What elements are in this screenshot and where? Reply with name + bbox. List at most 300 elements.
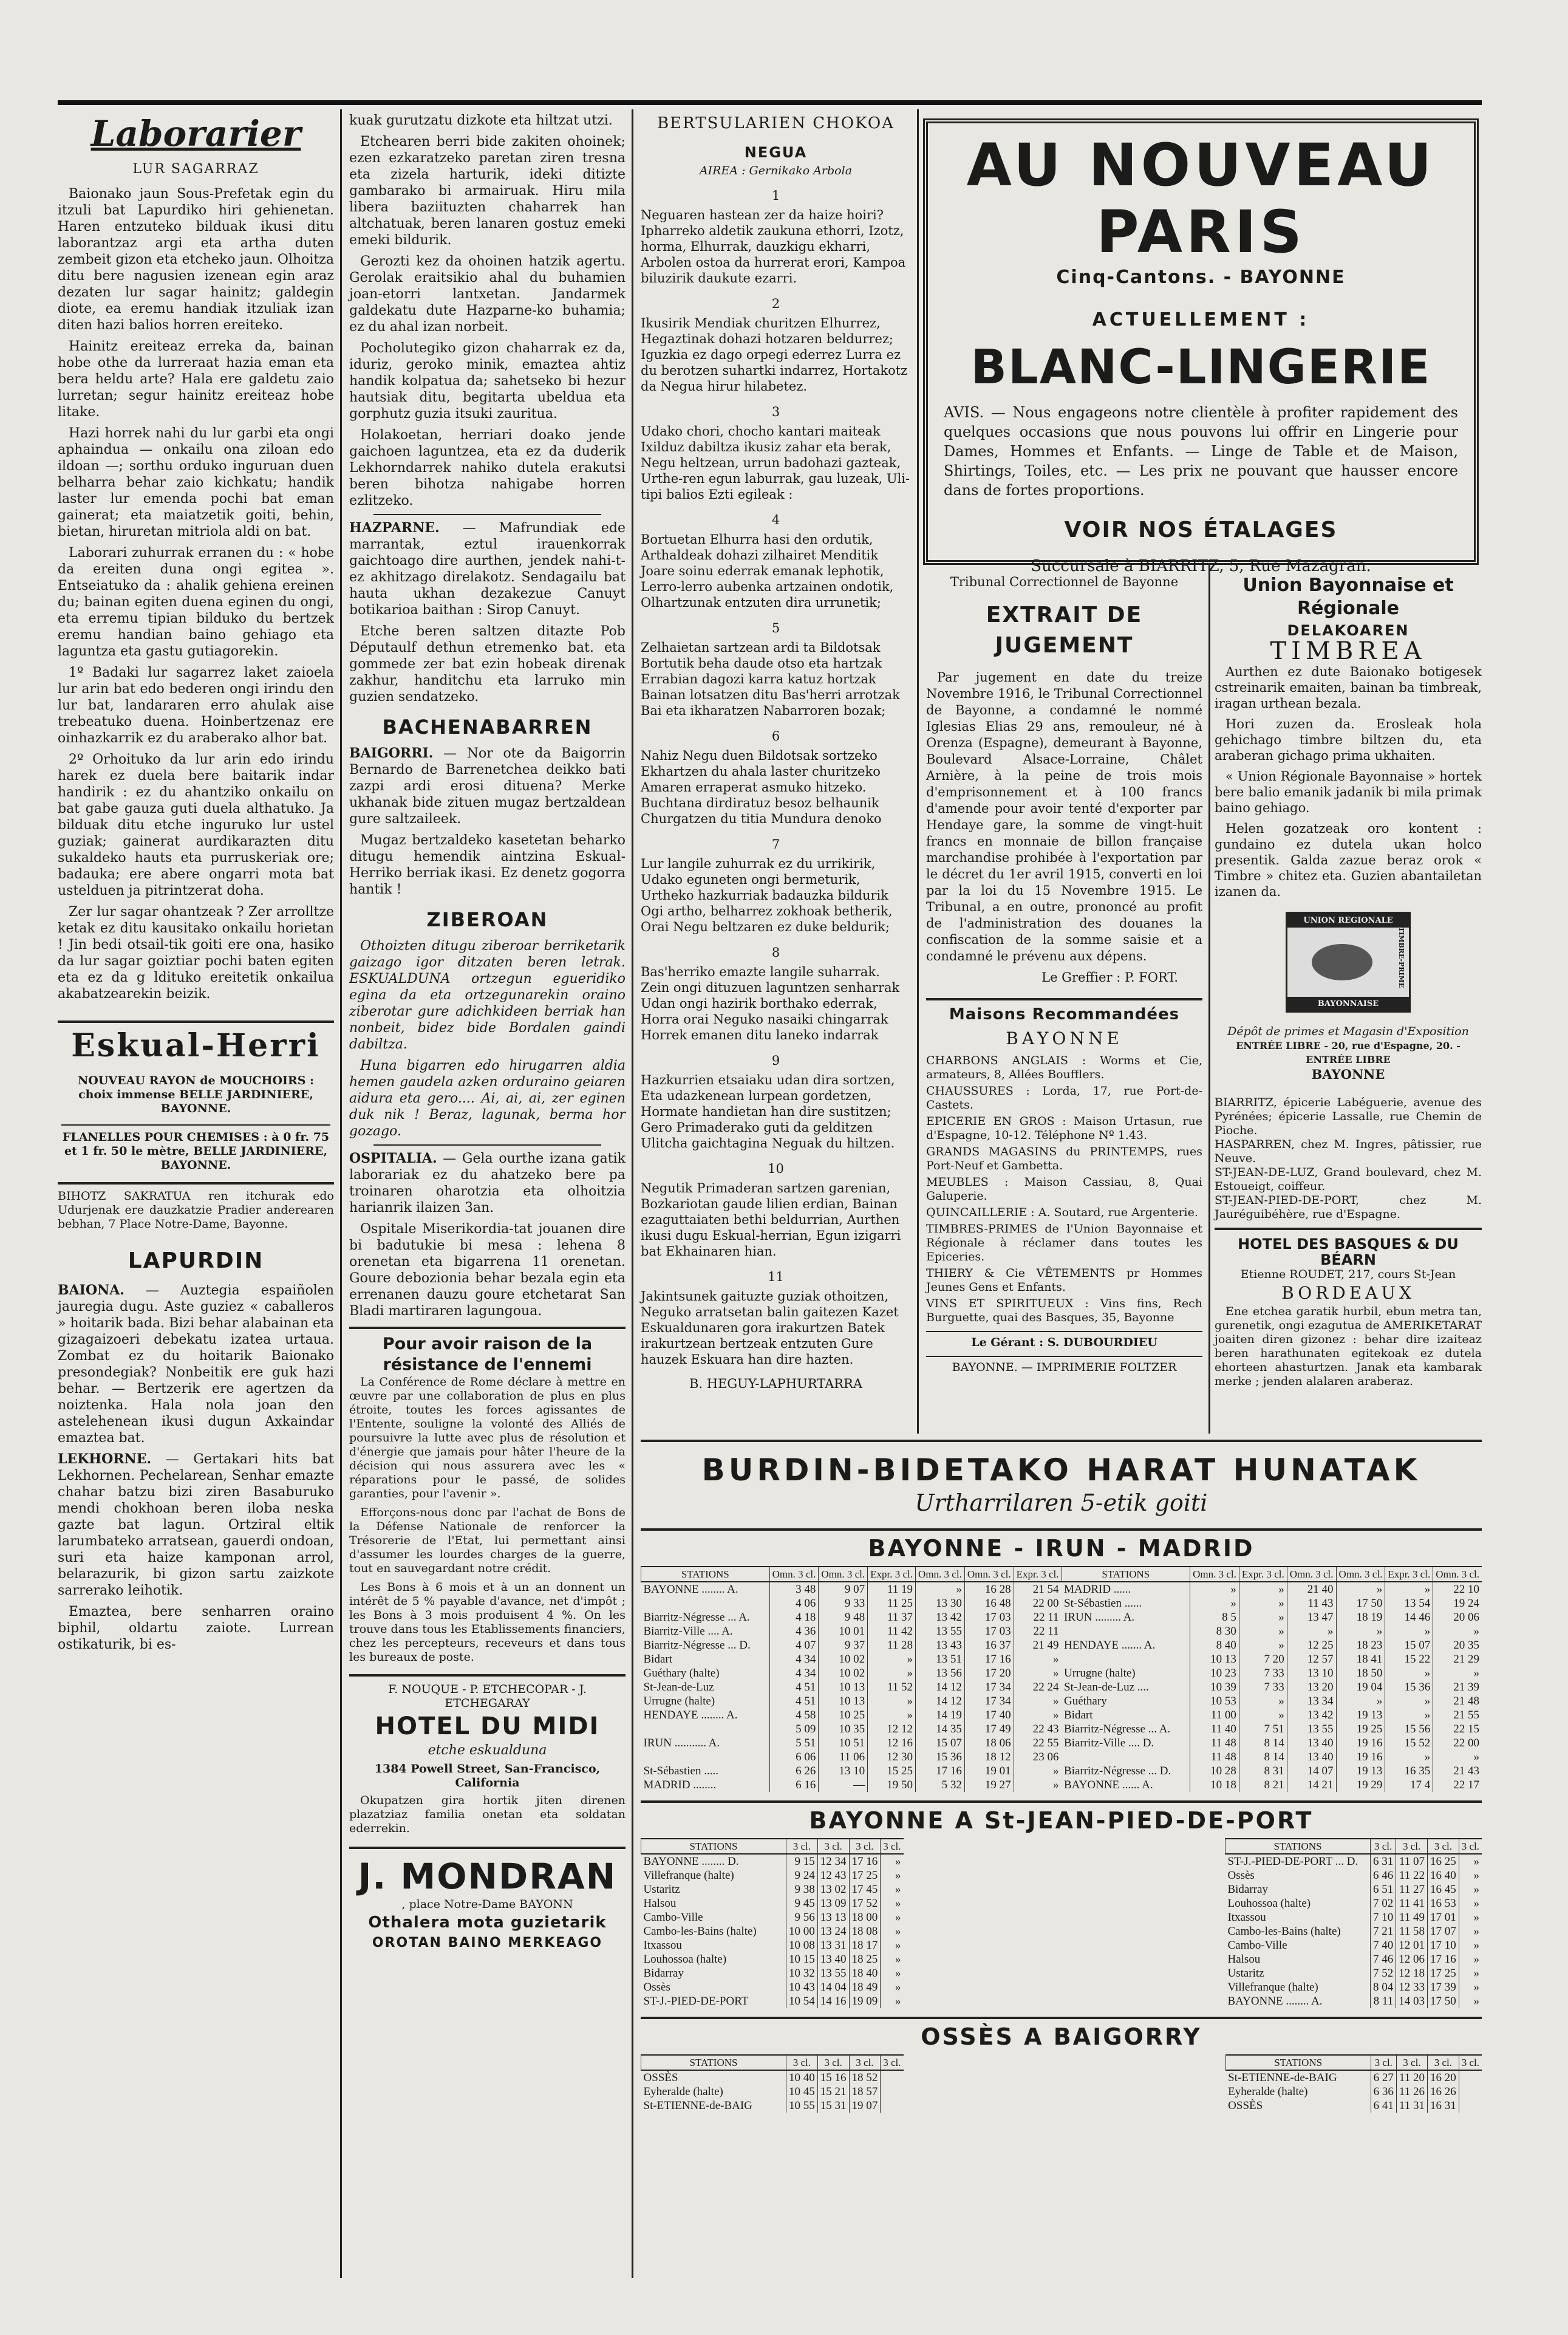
train-time: 22 11 [1014, 1610, 1061, 1624]
timetable-row [1062, 1708, 1482, 1722]
train-time: 7 40 [1370, 1938, 1396, 1952]
train-time: 13 40 [1287, 1736, 1336, 1750]
train-time: » [1014, 1652, 1061, 1666]
train-time: 7 21 [1370, 1924, 1396, 1938]
timetable-row [641, 1596, 1062, 1610]
stamp-bottom: BAYONNAISE [1287, 997, 1409, 1011]
train-time: 16 37 [964, 1638, 1014, 1652]
timetable-header: 3 cl. [817, 1839, 849, 1854]
train-time [881, 2085, 904, 2099]
train-time: 12 12 [868, 1722, 916, 1736]
train-time: 17 34 [964, 1694, 1014, 1708]
train-time: 17 10 [1427, 1938, 1459, 1952]
blanc-lingerie: BLANC-LINGERIE [970, 340, 1431, 395]
maison-item: QUINCAILLERIE : A. Soutard, rue Argenterie. [926, 1206, 1198, 1219]
laborarier-title: Laborarier [90, 113, 301, 154]
timetable-row [1225, 1868, 1482, 1882]
train-time: 9 37 [819, 1638, 868, 1652]
train-time: 14 04 [817, 1980, 849, 1994]
stanzas [641, 188, 911, 1367]
train-time: 10 02 [819, 1652, 868, 1666]
train-time: » [1459, 1952, 1482, 1966]
station-name: Urrugne (halte) [1064, 1666, 1136, 1680]
column-rule [340, 109, 342, 2278]
stanza: Bortuetan Elhurra hasi den ordutik, Arthaldeak dohazi zilhairet Menditik Joare soinu ederrak emanak lephotik, Lerro-lerro aubenka artzainen ondotik, Olhartzunak entzuten dira urrunetik; [641, 532, 894, 610]
actuellement: ACTUELLEMENT : [1092, 309, 1310, 330]
stanza-number: 2 [771, 296, 780, 311]
train-time: 19 16 [1336, 1750, 1385, 1764]
train-time: 7 10 [1370, 1910, 1396, 1924]
trains-sub: Urtharrilaren 5-etik goiti [915, 1489, 1208, 1516]
stanza: Lur langile zuhurrak ez du urrikirik, Udako eguneten ongi bermeturik, Urtheko hazkurriak badauzka bildurik Ogi artho, belharrez zokhoak betherik, Orai Negu beltzaren ez duke beldurik; [641, 856, 893, 934]
baigorri-head: BAIGORRI. [349, 745, 434, 761]
train-section [641, 1440, 1482, 2113]
station-name: Bidarray [1227, 1882, 1268, 1896]
timetable-row [641, 1666, 1062, 1680]
station-name: Ustaritz [1227, 1966, 1264, 1980]
stanza-number: 6 [771, 729, 780, 744]
train-time: 17 03 [964, 1624, 1014, 1638]
train-time: 17 16 [849, 1854, 881, 1868]
train-time: » [1459, 1980, 1482, 1994]
train-time: » [1239, 1708, 1287, 1722]
timetable-row [1225, 1882, 1482, 1896]
station-name: Bidart [643, 1652, 672, 1666]
timetable-row [641, 1764, 1062, 1778]
train-time: » [1014, 1694, 1061, 1708]
station-name: St-Sébastien ...... [1064, 1596, 1142, 1610]
train-time: 11 49 [1396, 1910, 1428, 1924]
train-time: 13 30 [916, 1596, 965, 1610]
maison-item: GRANDS MAGASINS du PRINTEMPS, rues Port-Neuf et Gambetta. [926, 1145, 1202, 1172]
timetable-row [641, 1680, 1062, 1694]
train-time: 4 58 [769, 1708, 819, 1722]
timetable-header: 3 cl. [817, 2055, 849, 2070]
train-time: » [1385, 1666, 1433, 1680]
train-time: » [881, 1910, 904, 1924]
train-time: 7 33 [1239, 1680, 1287, 1694]
train-time: » [1385, 1624, 1433, 1638]
train-time: 7 51 [1239, 1722, 1287, 1736]
timbrea: TIMBREA [1270, 637, 1427, 665]
train-time: 11 20 [1396, 2070, 1427, 2085]
station-name: BAYONNE ........ A. [1227, 1994, 1323, 2008]
station-name: Louhossoa (halte) [643, 1952, 727, 1966]
timetable-row [1062, 1582, 1482, 1596]
train-time: 13 40 [817, 1952, 849, 1966]
succursale: Succursale à BIARRITZ, 5, Rue Mazagran. [1031, 557, 1371, 575]
hotel-midi-ad [349, 1677, 625, 1849]
timetable-row [1225, 1994, 1482, 2008]
bachenabarren-title: BACHENABARREN [382, 716, 593, 739]
train-time: 16 45 [1427, 1882, 1459, 1896]
timetable-row [1062, 1680, 1482, 1694]
train-time: 10 13 [819, 1694, 868, 1708]
timetable-row [641, 1778, 1062, 1792]
eskual-herri-ad [58, 1020, 334, 1176]
timetable-row [1225, 1952, 1482, 1966]
hazparne-head: HAZPARNE. [349, 520, 440, 536]
resistance-notice [349, 1327, 625, 1677]
timetable-row [1225, 1854, 1482, 1868]
train-time: 22 15 [1433, 1722, 1482, 1736]
station-name: ST-J.-PIED-DE-PORT ... D. [1227, 1855, 1358, 1868]
column-rule [632, 109, 633, 2278]
train-time: 11 06 [819, 1750, 868, 1764]
train-time: 14 12 [916, 1680, 965, 1694]
train-time: 11 27 [1396, 1882, 1428, 1896]
train-time: 6 51 [1370, 1882, 1396, 1896]
train-time: 11 07 [1396, 1854, 1428, 1868]
train-time: 11 48 [1190, 1736, 1239, 1750]
stamp-emblem [1312, 944, 1372, 980]
train-time: 13 43 [916, 1638, 965, 1652]
station-name: Guéthary [1064, 1694, 1107, 1708]
train-time: » [1287, 1624, 1336, 1638]
timetable-row [1062, 1778, 1482, 1792]
train-time: 10 00 [786, 1924, 818, 1938]
stamp-side: TIMBRE-PRIME [1397, 927, 1405, 988]
train-time: » [1190, 1582, 1239, 1596]
train-time: 19 25 [1336, 1722, 1385, 1736]
paragraph: Hainitz ereiteaz erreka da, bainan hobe othe da lurreraat hazia eman eta bera heldu arte? Hala ere galdetu zaio lurretan; segur hainitz ereiteaz hobe litake. [58, 339, 334, 420]
train-time: 4 06 [769, 1596, 819, 1610]
union-title: Union Bayonnaise et Régionale [1242, 575, 1454, 619]
train-time: — [819, 1778, 868, 1792]
paragraph: Ene etchea garatik hurbil, ebun metra tan, gurenetik, ongi ezagutua de AMERIKETARAT joaiten diren gizonez : behar dire izaiteaz beren harathunaten egitekoak ez dutela ehorteen ahasturtzen. Janak eta kambarak merke ; jenden alalaren araberaz. [1215, 1305, 1482, 1388]
train-time: 10 40 [786, 2070, 818, 2085]
mondran-line: Othalera mota guzietarik [368, 1913, 607, 1932]
train-time: 10 39 [1190, 1680, 1239, 1694]
train-time: 11 40 [1190, 1722, 1239, 1736]
timetable-header: 3 cl. [1370, 1839, 1396, 1854]
timetable [1225, 2054, 1482, 2113]
train-time: 21 40 [1287, 1582, 1336, 1596]
train-time: 16 35 [1385, 1764, 1433, 1778]
timetable-row [641, 1582, 1062, 1596]
train-time: 11 37 [868, 1610, 916, 1624]
depot-item: HASPARREN, chez M. Ingres, pâtissier, rue Neuve. [1215, 1138, 1482, 1165]
timetable-row [1225, 2085, 1482, 2099]
train-time: 17 50 [1336, 1596, 1385, 1610]
train-time: 8 14 [1239, 1750, 1287, 1764]
maison-item: MEUBLES : Maison Cassiau, 8, Quai Galuperie. [926, 1175, 1202, 1203]
timetable-row [641, 1966, 904, 1980]
train-time: » [1336, 1582, 1385, 1596]
train-time: 12 01 [1396, 1938, 1428, 1952]
t2-tables [641, 1838, 1482, 2008]
timetable-row [1062, 1764, 1482, 1778]
train-time: 10 28 [1190, 1764, 1239, 1778]
train-time: 11 22 [1396, 1868, 1428, 1882]
train-time: 21 55 [1433, 1708, 1482, 1722]
timetable-row [641, 1952, 904, 1966]
train-time: 21 29 [1433, 1652, 1482, 1666]
station-name: Eyheralde (halte) [643, 2085, 723, 2098]
train-time: » [1433, 1666, 1482, 1680]
train-time: 11 42 [868, 1624, 916, 1638]
train-time [1459, 2070, 1482, 2085]
timetable-header: Expr. 3 cl. [1014, 1567, 1061, 1582]
train-time: 11 26 [1396, 2085, 1427, 2099]
train-time: 10 51 [819, 1736, 868, 1750]
train-time: » [1014, 1764, 1061, 1778]
station-name: HENDAYE ........ A. [643, 1708, 738, 1721]
lekhorne-head: LEKHORNE. [58, 1451, 152, 1467]
timetable-header: Omn. 3 cl. [819, 1567, 868, 1582]
train-time: 21 43 [1433, 1764, 1482, 1778]
station-name: Ossès [1227, 1868, 1255, 1882]
depot-item: ST-JEAN-PIED-DE-PORT, chez M. Jauréguibéhère, rue d'Espagne. [1215, 1194, 1482, 1221]
train-time: 13 10 [1287, 1666, 1336, 1680]
maisons-recommandees [926, 998, 1202, 1375]
train-time: 9 24 [786, 1868, 818, 1882]
train-time: 10 08 [786, 1938, 818, 1952]
station-name: Bidarray [643, 1966, 684, 1980]
paragraph: Hazi horrek nahi du lur garbi eta ongi aphaindua — onkailu ona ziloan edo ildoan —; sorthu orduko inguruan duen belharra behar zaio kichkatu; handik laster lur emenda pochi bat eman gainerat; eta maiatzetik goiti, behin, bietan, hiruretan mitriola aldi on bat. [58, 426, 334, 539]
timetable-row [641, 1924, 904, 1938]
paragraph: Emaztea, bere senharren oraino biphil, oldartu zaiote. Lurrean ostikaturik, bi es- [58, 1604, 334, 1652]
timetable-row [1062, 1736, 1482, 1750]
train-time [1459, 2085, 1482, 2099]
train-time: 19 13 [1336, 1708, 1385, 1722]
train-time: 16 20 [1427, 2070, 1459, 2085]
train-time: 18 49 [849, 1980, 881, 1994]
train-time: 13 56 [916, 1666, 965, 1680]
paragraph: Aurthen ez dute Baionako botigesek cstreinarik emaiten, bainan ba timbreak, iragan urthean bezala. [1215, 665, 1482, 711]
timetable-header: Omn. 3 cl. [1433, 1567, 1482, 1582]
trains-title: BURDIN-BIDETAKO HARAT HUNATAK [701, 1452, 1421, 1488]
train-time: 13 55 [817, 1966, 849, 1980]
stanza: Jakintsunek gaituzte guziak othoitzen, Neguko arratsetan balin gaitezen Kazet Eskualdunaren gora irakurtzen Batek irakurtzean bertzeak entzuten Gure hauzek Eskuara han dire hazten. [641, 1289, 899, 1367]
train-time: » [1336, 1624, 1385, 1638]
train-time: » [1239, 1596, 1287, 1610]
train-time: 15 07 [916, 1736, 965, 1750]
stanza-number: 5 [771, 621, 780, 635]
paragraph: Holakoetan, herriari doako jende gaichoen laguntzea, eta ez da duderik Lekhorndarrek nahiko dutela erakutsi beren bihotza nahigabe horren ezlitzeko. [349, 428, 625, 508]
train-time: 13 42 [916, 1610, 965, 1624]
train-time: 4 36 [769, 1624, 819, 1638]
mondran-line: OROTAN BAINO MERKEAGO [372, 1935, 603, 1950]
train-time: 10 54 [786, 1994, 818, 2008]
hotel-basques-name: HOTEL DES BASQUES & DU BÉARN [1238, 1236, 1459, 1268]
timetable-header: 3 cl. [786, 2055, 818, 2070]
stanza: Negutik Primaderan sartzen garenian, Bozkariotan gaude lilien erdian, Bainan ezaguttaiaten bethi beldurrian, Aurthen ikusi dugu Eskual-herrian, Egun izigarri bat Ekhainaren hian. [641, 1181, 901, 1259]
timetable-row [641, 1736, 1062, 1750]
train-time: » [1239, 1694, 1287, 1708]
train-time: » [1459, 1868, 1482, 1882]
train-time: 22 10 [1433, 1582, 1482, 1596]
timetable [1225, 1838, 1482, 2008]
train-time: 9 15 [786, 1854, 818, 1868]
train-time: » [881, 1994, 904, 2008]
timetable-header: Expr. 3 cl. [868, 1567, 916, 1582]
t1-title: BAYONNE - IRUN - MADRID [868, 1535, 1255, 1562]
station-name [1062, 1652, 1190, 1666]
train-time: 14 21 [1287, 1778, 1336, 1792]
stanza: Neguaren hastean zer da haize hoiri? Ipharreko aldetik zaukuna ethorri, Izotz, horma, Elhurrak, dauzkigu ekharri, Arbolen ostoa da hurrerat erori, Kampoa biluzirik daukute ezarri. [641, 208, 906, 285]
train-time: 22 17 [1433, 1778, 1482, 1792]
train-time: » [1459, 1966, 1482, 1980]
train-time: 9 56 [786, 1910, 818, 1924]
timetable-header: Omn. 3 cl. [964, 1567, 1014, 1582]
maison-item: CHAUSSURES : Lorda, 17, rue Port-de-Castets. [926, 1084, 1202, 1112]
paragraph: Etchearen berri bide zakiten ohoinek; ezen ezkaratzeko paretan ziren tresna eta zizela harturik, ideki ditizte gambarako bi armairuak. Hiru mila libera baziituzten chaharrek han altchatuak, beren lanaren gostuz emeki emeki bildurik. [349, 134, 625, 248]
train-time: 4 51 [769, 1680, 819, 1694]
timetable-row [1062, 1666, 1482, 1680]
byline: LUR SAGARRAZ [132, 162, 259, 177]
station-name: Biarritz-Ville .... D. [1064, 1736, 1154, 1749]
train-time: 17 45 [849, 1882, 881, 1896]
station-name: Itxassou [643, 1938, 682, 1952]
paragraph: Huna bigarren edo hirugarren aldia hemen gaudela azken orduraino geiaren aidura eta gero.... Ai, ai, ai, zer eginen duk nik ! Beraz, lagunak, berma hor gozago. [349, 1058, 625, 1139]
train-time: 13 55 [1287, 1722, 1336, 1736]
t3-title: OSSÈS A BAIGORRY [921, 2023, 1202, 2050]
train-time: 19 29 [1336, 1778, 1385, 1792]
train-time: 13 31 [817, 1938, 849, 1952]
timetable [641, 1838, 904, 2008]
timetable [641, 1566, 1062, 1792]
train-time: 13 20 [1287, 1680, 1336, 1694]
timetable-row [1225, 2070, 1482, 2085]
train-time: 12 33 [1396, 1980, 1428, 1994]
maisons-title: Maisons Recommandées [949, 1005, 1180, 1024]
train-time: 12 18 [1396, 1966, 1428, 1980]
train-time: 16 48 [964, 1596, 1014, 1610]
stamp-top: UNION REGIONALE [1287, 914, 1409, 928]
station-name: St-ETIENNE-de-BAIG [643, 2099, 752, 2112]
train-time: » [1459, 1896, 1482, 1910]
union-column [1215, 574, 1482, 1393]
timetable-row [1062, 1722, 1482, 1736]
train-time: 6 46 [1370, 1868, 1396, 1882]
train-time: 18 52 [849, 2070, 881, 2085]
train-time: 17 16 [964, 1652, 1014, 1666]
station-name: Biarritz-Négresse ... D. [643, 1638, 751, 1652]
stanza-number: 11 [768, 1270, 784, 1284]
train-time: 8 04 [1370, 1980, 1396, 1994]
station-name: Villefranque (halte) [1227, 1980, 1318, 1994]
train-time: 6 06 [769, 1750, 819, 1764]
train-time: 12 16 [868, 1736, 916, 1750]
baiona-text: — Auztegia espaiñolen jauregia dugu. Aste guziez « caballeros » hoitarik bada. Bizi behar alabainan eta gizagaizoeri debekatu izatea urtaua. Zombat ez du hoitarik Baionako presondegiak? Nonbeitik ere guk hazi behar. — Bertzerik ere agertzen da noiztenka. Hala nola joan den astelehenean ikusi dugun Axkaindar emaztea bat. [58, 1283, 334, 1446]
train-time: 14 35 [916, 1722, 965, 1736]
station-name: Biarritz-Ville .... A. [643, 1624, 733, 1638]
train-time: 14 16 [817, 1994, 849, 2008]
column-rule [917, 109, 919, 1434]
train-time: 11 25 [868, 1596, 916, 1610]
aire: AIREA : Gernikako Arbola [699, 164, 853, 177]
stanza-number: 9 [771, 1053, 780, 1068]
station-name: Ossès [643, 1980, 670, 1994]
train-time: 10 02 [819, 1666, 868, 1680]
train-time: 7 33 [1239, 1666, 1287, 1680]
timetable-row [1225, 1910, 1482, 1924]
paragraph: Ospitale Miserikordia-tat jouanen dire bi badutukie bi mesa : lehena 8 orenetan eta bigarrena 11 orenetan. Goure debozionia behar bezala egin eta errenanen dauzu goure etchetarat San Bladi martiraren lagungoua. [349, 1222, 625, 1319]
maisons-city: BAYONNE [1006, 1028, 1123, 1048]
train-time: » [1336, 1694, 1385, 1708]
timetable-header: 3 cl. [849, 2055, 881, 2070]
train-time: 4 34 [769, 1652, 819, 1666]
train-time: 15 36 [916, 1750, 965, 1764]
train-time: 10 55 [786, 2099, 818, 2113]
train-time: 18 41 [1336, 1652, 1385, 1666]
timetable-header: STATIONS [641, 1567, 770, 1582]
stanza: Udako chori, chocho kantari maiteak Ixilduz dabiltza ikusiz zahar eta berak, Negu heltzean, urrun badohazi gazteak, Urthe-ren egun laburrak, gau luzeak, Uli-tipi balios Ezti egileak : [641, 424, 910, 502]
train-time: 12 06 [1396, 1952, 1428, 1966]
train-time: 8 40 [1190, 1638, 1239, 1652]
resistance-title: Pour avoir raison de la résistance de l'ennemi [382, 1335, 593, 1374]
hotel-address: 1384 Powell Street, San-Francisco, California [374, 1762, 601, 1790]
hotel-basques-city: BORDEAUX [1281, 1283, 1415, 1303]
train-time: 18 19 [1336, 1610, 1385, 1624]
timetable-row [641, 1652, 1062, 1666]
train-time: 22 55 [1014, 1736, 1061, 1750]
nouveau-paris-sub: Cinq-Cantons. - BAYONNE [1056, 267, 1346, 288]
train-time: 22 43 [1014, 1722, 1061, 1736]
train-time: 9 45 [786, 1896, 818, 1910]
train-time: 17 52 [849, 1896, 881, 1910]
train-time: 18 23 [1336, 1638, 1385, 1652]
train-time: » [1239, 1624, 1287, 1638]
timetable-header: STATIONS [641, 2055, 786, 2070]
timetable-header: 3 cl. [1427, 1839, 1459, 1854]
station-name: OSSÈS [643, 2071, 678, 2084]
paragraph: 2º Orhoituko da lur arin edo irindu harek ez duela bere baitarik indar handirik : ez du ahantziko onkailu on bat gabe gauza guti duela althatuko. Ja bilduak ditu etche inguruko lur ustel guziak; gainerat aurdikarazten ditu sukaldeko hauts eta purruskeriak ore; badauka; ere abere ongarri mota bat ustelduen ja pitrintzerat doha. [58, 752, 334, 898]
paragraph: Les Bons à 6 mois et à un an donnent un intérêt de 5 % payable d'avance, net d'impôt ; les Bons à 3 mois produisent 4 %. On les trouve dans tous les Etablissements financiers, chez les percepteurs, receveurs et dans tous les bureaux de poste. [349, 1581, 625, 1664]
depot-item: BIARRITZ, épicerie Labéguerie, avenue des Pyrénées; épicerie Lassalle, rue Chemin de Pioche. [1215, 1096, 1482, 1137]
paragraph: 1º Badaki lur sagarrez laket zaioela lur arin bat edo bederen ongi irindu den lur bat, landararen erro ahulak aise trebeatuko duena. Hoinbertzenaz ere oinhazkarrik ez du araberako alhor bat. [58, 665, 334, 746]
paragraph: Laborari zuhurrak erranen du : « hobe da ereiten duna ongi egitea ». Entseiatuko da : ahalik gehiena ereinen du; bainan egiten duena eginen du ongi, eta erremu tipian bilduko du bertzek eremu handian baino gehiago eta laguntza eta gastu gutiagorekin. [58, 545, 334, 659]
train-time: 14 03 [1396, 1994, 1428, 2008]
baigorri-text: — Nor ote da Baigorrin Bernardo de Barrenetchea deikko bati zazpi ardi erosi dituena? Merke ukhanak bide zituen mugaz bertzaldean gure saltzaileek. [349, 746, 625, 827]
train-time: » [1014, 1778, 1061, 1792]
train-time: » [1239, 1610, 1287, 1624]
train-time: 15 31 [817, 2099, 849, 2113]
mondran-address: , place Notre-Dame BAYONN [401, 1898, 573, 1911]
station-name: Cambo-les-Bains (halte) [1227, 1924, 1341, 1938]
voir-etalages: VOIR NOS ÉTALAGES [1064, 518, 1338, 542]
hotel-name: HOTEL DU MIDI [375, 1712, 600, 1740]
stanza-number: 8 [771, 945, 780, 960]
station-name: St-Jean-de-Luz [643, 1680, 714, 1694]
train-time: 16 53 [1427, 1896, 1459, 1910]
eskual-herri-title: Eskual-Herri [71, 1027, 321, 1064]
timetable-row [641, 1708, 1062, 1722]
train-time: 17 40 [964, 1708, 1014, 1722]
train-time: » [868, 1708, 916, 1722]
train-time: 8 11 [1370, 1994, 1396, 2008]
depot-city: BAYONNE [1311, 1067, 1385, 1082]
train-time: 17 34 [964, 1680, 1014, 1694]
train-time: 17 4 [1385, 1778, 1433, 1792]
train-time: 21 48 [1433, 1694, 1482, 1708]
train-time: 11 19 [868, 1582, 916, 1596]
paragraph: Hori zuzen da. Erosleak hola gehichago timbre biltzen du, eta araberan gichago prima ukhaiten. [1215, 717, 1482, 763]
timetable-header: 3 cl. [1427, 2055, 1459, 2070]
train-time: 17 01 [1427, 1910, 1459, 1924]
train-time: » [881, 1868, 904, 1882]
train-time [881, 2099, 904, 2113]
station-name: St-Jean-de-Luz .... [1064, 1680, 1149, 1694]
train-time: 18 08 [849, 1924, 881, 1938]
train-time: 14 07 [1287, 1764, 1336, 1778]
train-time: 11 48 [1190, 1750, 1239, 1764]
train-time: 10 18 [1190, 1778, 1239, 1792]
timetable-row [1062, 1750, 1482, 1764]
train-time: 20 35 [1433, 1638, 1482, 1652]
imprimerie: BAYONNE. — IMPRIMERIE FOLTZER [926, 1356, 1202, 1375]
